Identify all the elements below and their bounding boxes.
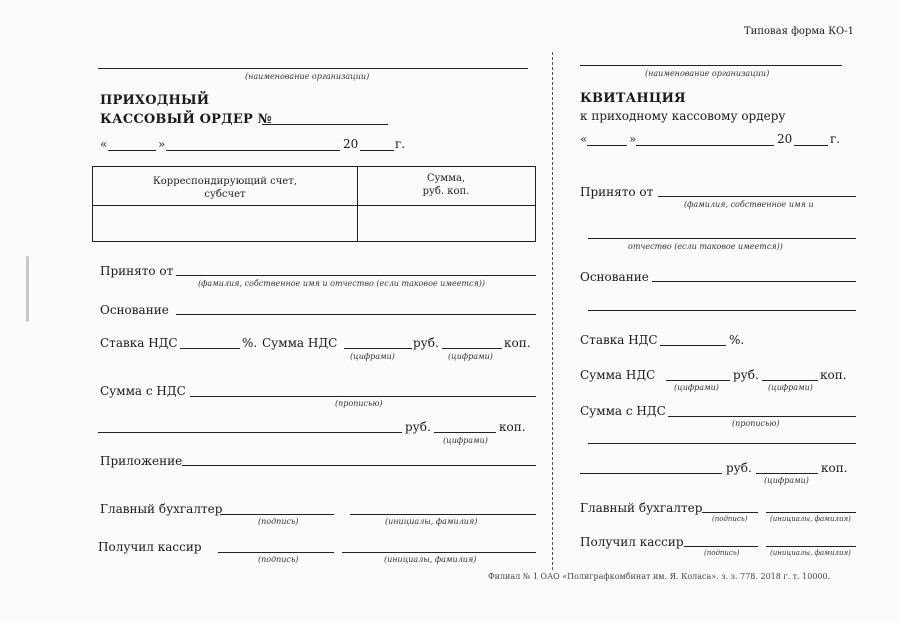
sum-cell[interactable] <box>358 206 534 241</box>
date-close-quote: » <box>158 137 166 151</box>
receipt-vat-rub-line[interactable] <box>666 380 730 381</box>
receipt-cashier-name-line[interactable] <box>766 546 856 547</box>
receipt-basis-label: Основание <box>580 270 649 284</box>
org-name-line[interactable] <box>98 68 528 69</box>
receipt-sum-words-hint: (прописью) <box>732 419 780 428</box>
day-line[interactable] <box>108 150 156 151</box>
receipt-subtitle: к приходному кассовому ордеру <box>580 109 786 123</box>
vat-rub-line[interactable] <box>344 348 412 349</box>
receipt-sum-vat-line[interactable] <box>668 416 856 417</box>
receipt-sum-rub: руб. <box>726 461 752 475</box>
receipt-day-line[interactable] <box>587 145 627 146</box>
vat-kop: коп. <box>504 336 531 350</box>
receipt-vat-sum-label: Сумма НДС <box>580 368 656 382</box>
year-suffix: г. <box>395 137 406 151</box>
year-line[interactable] <box>360 150 394 151</box>
receipt-cashier-signature-hint: (подпись) <box>704 549 740 557</box>
org-hint: (наименование организации) <box>245 72 370 81</box>
receipt-chief-name-line[interactable] <box>766 512 856 513</box>
receipt-name-hint: (фамилия, собственное имя и <box>684 200 814 209</box>
receipt-vat-rate-line[interactable] <box>660 345 726 346</box>
attachment-label: Приложение <box>100 454 183 468</box>
vat-percent: %. <box>242 336 258 350</box>
order-title: ПРИХОДНЫЙ <box>100 93 210 108</box>
sum-kop-hint: (цифрами) <box>443 436 488 445</box>
receipt-vat-kop-hint: (цифрами) <box>768 383 813 392</box>
sum-kop-line[interactable] <box>434 432 496 433</box>
receipt-sum-words-line[interactable] <box>588 443 856 444</box>
table-header-sum <box>357 172 535 198</box>
receipt-sum-words-line-2[interactable] <box>580 473 722 474</box>
received-from-line[interactable] <box>176 275 536 276</box>
receipt-sum-kop-line[interactable] <box>756 473 818 474</box>
receipt-vat-rub-hint: (цифрами) <box>674 383 719 392</box>
received-from-label: Принято от <box>100 264 174 278</box>
vat-rate-line[interactable] <box>180 348 240 349</box>
receipt-year-suffix: г. <box>830 132 841 146</box>
table-header-account-l1: Корреспондирующий счет, <box>153 176 297 187</box>
receipt-received-label: Принято от <box>580 185 654 199</box>
receipt-sum-vat-label: Сумма с НДС <box>580 404 666 418</box>
chief-name-line[interactable] <box>350 514 536 515</box>
cashier-name-line[interactable] <box>342 552 536 553</box>
chief-name-hint: (инициалы, фамилия) <box>385 517 478 526</box>
receipt-received-line-2[interactable] <box>588 238 856 239</box>
receipt-date-open: « <box>580 132 588 146</box>
receipt-basis-line[interactable] <box>652 281 856 282</box>
vat-sum-label: Сумма НДС <box>262 336 338 350</box>
vat-rub-hint: (цифрами) <box>350 352 395 361</box>
sum-with-vat-label: Сумма с НДС <box>100 384 186 398</box>
sum-words-line[interactable] <box>98 432 402 433</box>
table-header-account-l2: субсчет <box>204 189 246 200</box>
receipt-received-line[interactable] <box>658 196 856 197</box>
receipt-chief-signature-hint: (подпись) <box>712 515 748 523</box>
receipt-vat-kop: коп. <box>820 368 847 382</box>
receipt-sum-kop-hint: (цифрами) <box>764 476 809 485</box>
receipt-sum-kop: коп. <box>821 461 848 475</box>
sum-with-vat-line[interactable] <box>190 396 536 397</box>
account-table <box>92 166 536 242</box>
tear-off-line <box>552 52 553 570</box>
receipt-year-prefix: 20 <box>777 132 793 146</box>
vat-rub: руб. <box>413 336 439 350</box>
date-open-quote: « <box>100 137 108 151</box>
receipt-basis-line-2[interactable] <box>588 310 856 311</box>
binder-hole <box>26 256 29 322</box>
table-header-sum-l2: руб. коп. <box>422 186 470 197</box>
sum-kop: коп. <box>499 420 526 434</box>
basis-label: Основание <box>100 303 169 317</box>
sum-rub: руб. <box>405 420 431 434</box>
vat-kop-line[interactable] <box>442 348 502 349</box>
cashier-signature-line[interactable] <box>218 552 334 553</box>
received-from-hint: (фамилия, собственное имя и отчество (если таковое имеется)) <box>198 279 486 288</box>
table-header-sum-l1: Сумма, <box>426 173 466 184</box>
printer-footer: Филиал № 1 ОАО «Полиграфкомбинат им. Я. Коласа». з. з. 778. 2018 г. т. 10000. <box>488 572 831 581</box>
receipt-vat-percent: %. <box>729 333 745 347</box>
sum-words-hint: (прописью) <box>335 399 383 408</box>
vat-kop-hint: (цифрами) <box>448 352 493 361</box>
receipt-vat-rub: руб. <box>733 368 759 382</box>
receipt-cashier-label: Получил кассир <box>580 535 684 549</box>
receipt-title: КВИТАНЦИЯ <box>580 91 686 106</box>
receipt-month-line[interactable] <box>636 145 774 146</box>
receipt-org-line[interactable] <box>580 65 842 66</box>
receipt-chief-label: Главный бухгалтер <box>580 501 703 515</box>
year-prefix: 20 <box>343 137 359 151</box>
order-subtitle: КАССОВЫЙ ОРДЕР № <box>100 112 273 127</box>
cashier-signature-hint: (подпись) <box>258 555 299 564</box>
receipt-org-hint: (наименование организации) <box>645 69 770 78</box>
table-header-account <box>93 175 357 201</box>
chief-accountant-label: Главный бухгалтер <box>100 502 223 516</box>
receipt-cashier-signature-line[interactable] <box>684 546 758 547</box>
receipt-vat-rate-label: Ставка НДС <box>580 333 658 347</box>
attachment-line[interactable] <box>182 465 536 466</box>
receipt-cashier-name-hint: (инициалы, фамилия) <box>770 549 851 557</box>
receipt-date-close: » <box>629 132 637 146</box>
chief-signature-hint: (подпись) <box>258 517 299 526</box>
vat-rate-label: Ставка НДС <box>100 336 178 350</box>
receipt-chief-signature-line[interactable] <box>702 512 758 513</box>
cashier-label: Получил кассир <box>98 540 202 554</box>
receipt-patronymic-hint: отчество (если таковое имеется)) <box>628 242 783 251</box>
order-number-line[interactable] <box>262 124 388 125</box>
receipt-year-line[interactable] <box>794 145 828 146</box>
basis-line[interactable] <box>176 314 536 315</box>
receipt-chief-name-hint: (инициалы, фамилия) <box>770 515 851 523</box>
account-cell[interactable] <box>93 206 357 241</box>
cashier-name-hint: (инициалы, фамилия) <box>384 555 477 564</box>
chief-signature-line[interactable] <box>220 514 334 515</box>
receipt-vat-kop-line[interactable] <box>762 380 818 381</box>
form-name: Типовая форма КО-1 <box>744 26 854 37</box>
month-line[interactable] <box>166 150 340 151</box>
